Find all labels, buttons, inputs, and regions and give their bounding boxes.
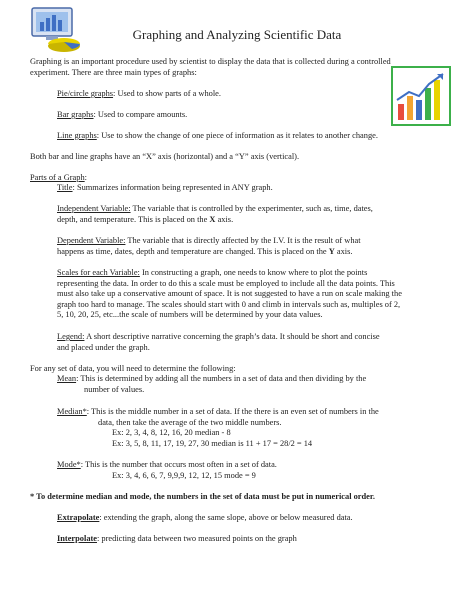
dependent-axis: Y [328, 246, 335, 256]
scales-line-2: representing the data. In order to do this a scale must be employed to include all the data points. This [57, 278, 395, 288]
graph-type-bar [57, 110, 187, 121]
part-scales [57, 268, 457, 321]
legend-line-1: A short descriptive narrative concerning the graph’s data. It should be short and concise [84, 332, 380, 341]
parts-heading-text: Parts of a Graph [30, 173, 85, 182]
median-example-1: Ex: 2, 3, 4, 8, 12, 16, 20 median - 8 [112, 428, 231, 438]
pie-graph-term: Pie/circle graphs [57, 89, 114, 98]
median-term: Median* [57, 407, 87, 416]
scales-line-3: must also take up a conservative amount of space. It is not suggested to have a run on scale making the [57, 289, 402, 299]
parts-heading [30, 173, 87, 184]
extrapolate-desc: : extending the graph, along the same slope, above or below measured data. [99, 513, 353, 522]
line-graph-desc: : Use to show the change of one piece of information as it relates to another change. [96, 131, 378, 140]
scales-line-5: 5, 10, 20, 25, etc...the scale of numbers will be determined by your data values. [57, 310, 323, 320]
mean-term: Mean [57, 374, 77, 383]
interpolate-term: Interpolate [57, 534, 98, 543]
parts-heading-colon: : [84, 173, 87, 182]
independent-term: Independent Variable: [57, 204, 131, 213]
part-legend [57, 332, 457, 353]
intro-line-1: Graphing is an important procedure used by scientist to display the data that is collected during a controlled [30, 57, 391, 66]
part-dependent [57, 236, 457, 257]
interpolate-desc: : predicting data between two measured points on the graph [97, 534, 297, 543]
median-line-2: data, then take the average of the two middle numbers. [98, 417, 282, 427]
part-title-term: Title [57, 183, 73, 192]
independent-line-2a: depth, and temperature. This is placed on the [57, 214, 210, 224]
scales-line-1: In constructing a graph, one needs to know where to plot the points [139, 268, 368, 277]
median-line-1: : This is the middle number in a set of data. If the there is an even set of numbers in the [86, 407, 379, 416]
mean [57, 374, 457, 395]
interpolate [57, 534, 297, 545]
dependent-line-2b: axis. [334, 246, 353, 256]
extrapolate [57, 513, 353, 524]
independent-line-1: The variable that is controlled by the experimenter, such as, time, dates, [130, 204, 373, 213]
mode [57, 460, 457, 481]
line-graph-term: Line graphs [57, 131, 97, 140]
mean-line-1: : This is determined by adding all the numbers in a set of data and then dividing by the [76, 374, 367, 383]
graph-type-pie [57, 89, 221, 100]
order-note: * To determine median and mode, the numbers in the set of data must be put in numerical order. [30, 492, 375, 501]
independent-line-2b: axis. [215, 214, 234, 224]
scales-term: Scales for each Variable: [57, 268, 140, 277]
pie-graph-desc: : Used to show parts of a whole. [113, 89, 221, 98]
mean-line-2: number of values. [84, 384, 145, 394]
bar-graph-term: Bar graphs [57, 110, 94, 119]
dependent-line-1: The variable that is directly affected by the I.V. It is the result of what [125, 236, 361, 245]
dependent-term: Dependent Variable: [57, 236, 126, 245]
intro-line-2: experiment. There are three main types of graphs: [30, 67, 197, 77]
intro [30, 57, 440, 78]
graph-type-line [57, 131, 378, 142]
mode-term: Mode* [57, 460, 81, 469]
dependent-line-2a: happens as time, dates, depth and temperature are changed. This is placed on the [57, 246, 329, 256]
mode-example: Ex: 3, 4, 6, 6, 7, 9,9,9, 12, 12, 15 mode = 9 [112, 470, 256, 480]
axes-note: Both bar and line graphs have an “X” axis (horizontal) and a “Y” axis (vertical). [30, 152, 300, 161]
page-title: Graphing and Analyzing Scientific Data [132, 27, 342, 42]
median-example-2: Ex: 3, 5, 8, 11, 17, 19, 27, 30 median is 11 + 17 = 28/2 = 14 [112, 438, 313, 448]
scales-line-4: graph too hard to manage. The scales should start with 0 and climb in intervals such as, multiples of 2, [57, 299, 401, 309]
bar-graph-desc: : Used to compare amounts. [93, 110, 188, 119]
legend-term: Legend: [57, 332, 85, 341]
any-set: For any set of data, you will need to determine the following: [30, 364, 236, 373]
part-title [57, 183, 273, 194]
independent-axis: X [209, 214, 216, 224]
part-title-desc: : Summarizes information being represented in ANY graph. [72, 183, 273, 192]
extrapolate-term: Extrapolate [57, 513, 100, 522]
legend-line-2: and placed under the graph. [57, 342, 150, 352]
part-independent [57, 204, 457, 225]
mode-line-1: : This is the number that occurs most often in a set of data. [80, 460, 277, 469]
median [57, 407, 457, 449]
